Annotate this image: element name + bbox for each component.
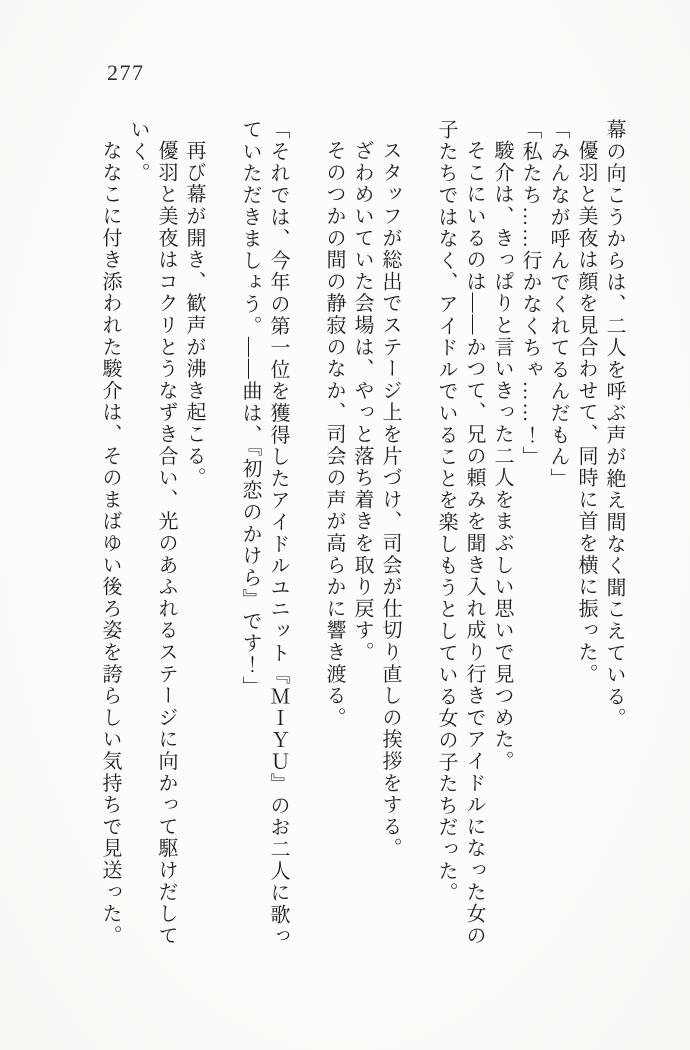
paragraph-11: 再び幕が開き、歓声が沸き起こる。	[183, 140, 205, 489]
paragraph-3-dialogue: 「みんなが呼んでくれてるんだもん」	[547, 119, 569, 490]
page-number: 277	[107, 60, 145, 85]
paragraph-5: 駿介は、きっぱりと言いきった二人をまぶしい思いで見つめた。	[491, 140, 513, 773]
paragraph-13: ななこに付き添われた駿介は、そのまばゆい後ろ姿を誇らしい気持ちで見送った。	[99, 140, 121, 947]
page-text	[96, 119, 628, 949]
paragraph-7: スタッフが総出でステージ上を片づけ、司会が仕切り直しの挨拶をする。	[379, 140, 401, 860]
paragraph-9: そのつかの間の静寂のなか、司会の声が高らかに響き渡る。	[323, 140, 345, 729]
paragraph-1: 幕の向こうからは、二人を呼ぶ声が絶え間なく聞こえている。	[603, 119, 625, 730]
paragraph-12: 優羽と美夜はコクリとうなずき合い、光のあふれるステージに向かって駆けだしていく。	[127, 119, 177, 947]
paragraph-4-dialogue: 「私たち……行かなくちゃ……！」	[519, 119, 541, 468]
paragraph-6: そこにいるのは――かつて、兄の頼みを聞き入れ成り行きでアイドルになった女の子たちではなく、アイドルでいることを楽しもうとしている女の子たちだった。	[435, 119, 485, 947]
paragraph-10-dialogue: 「それでは、今年の第一位を獲得したアイドルユニット『ＭＩＹＵ』のお二人に歌っていただきましょう。――曲は、『初恋のかけら』です！」	[239, 119, 289, 948]
paragraph-8: ざわめいていた会場は、やっと落ち着きを取り戻す。	[351, 140, 373, 664]
paragraph-2: 優羽と美夜は顔を見合わせて、同時に首を横に振った。	[575, 140, 597, 685]
